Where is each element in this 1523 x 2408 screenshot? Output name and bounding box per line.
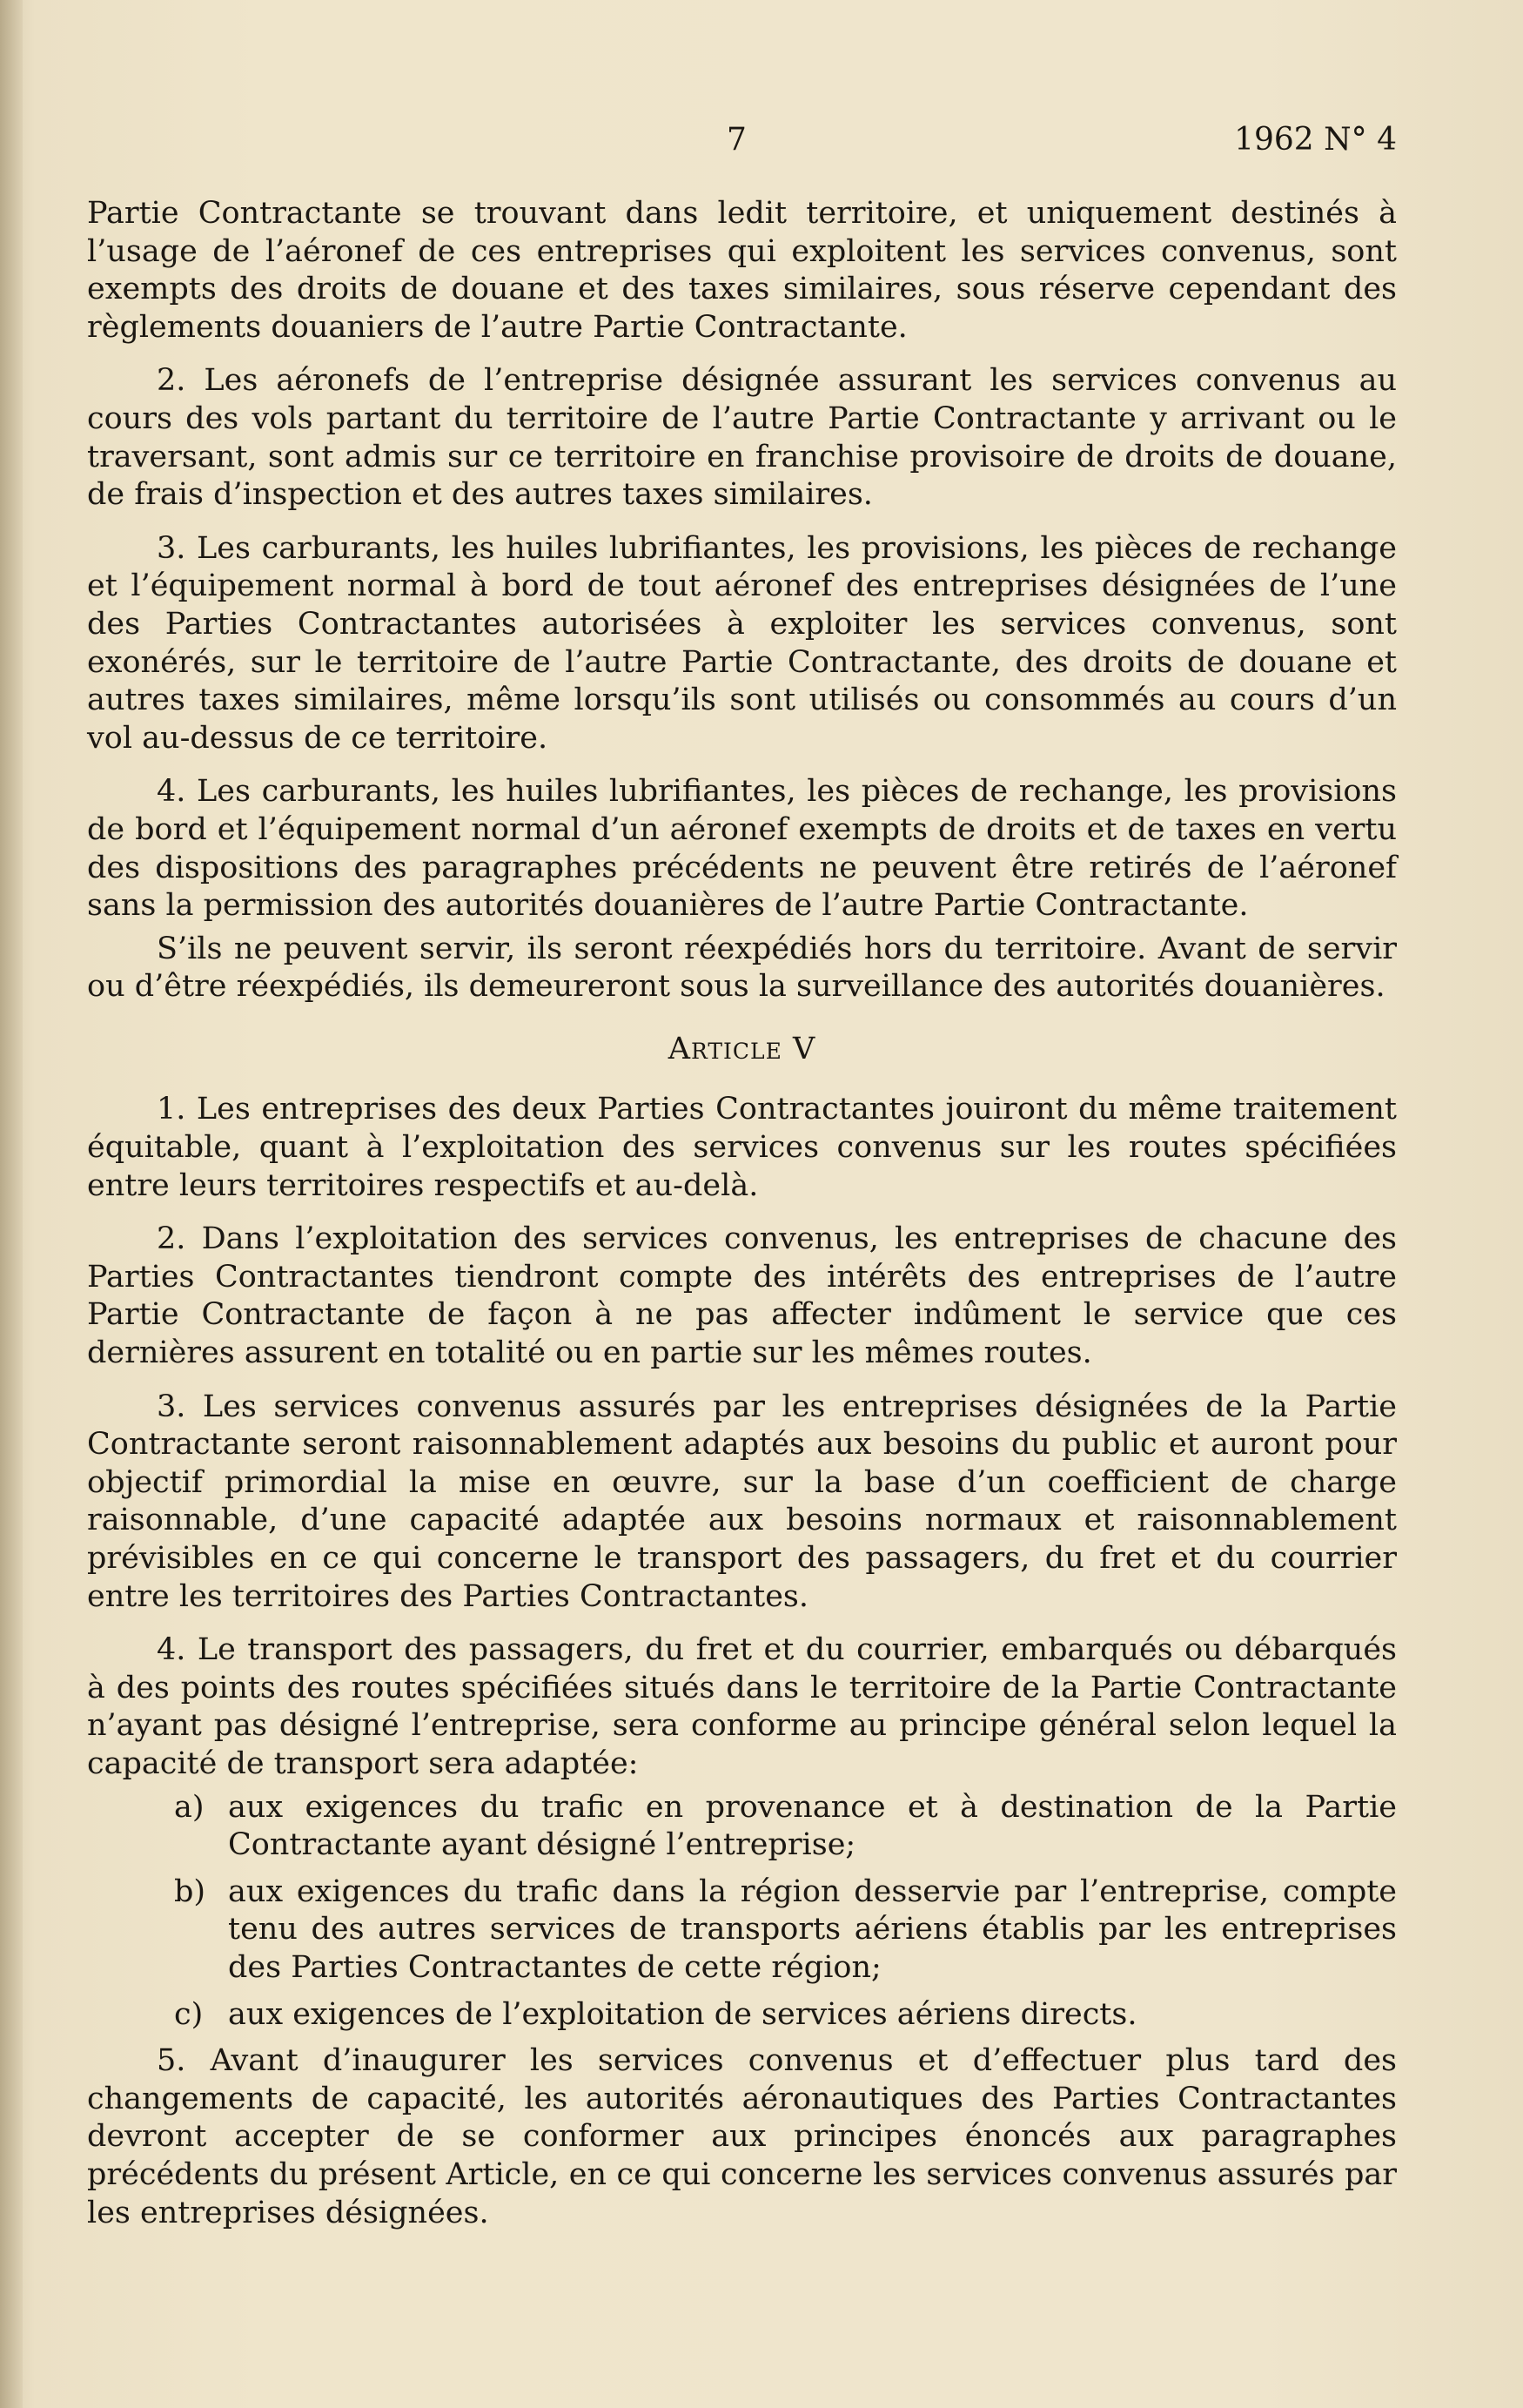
article-v-paragraph-1: 1. Les entreprises des deux Parties Contractantes jouiront du même traitement équitable, quant à l’exploitation des services convenus sur les routes spécifiées entre leurs territoires respectifs et au-delà. xyxy=(87,1092,1397,1203)
list-item-c xyxy=(87,1996,1397,2035)
list-item-text: aux exigences du trafic en provenance et à destination de la Partie Contractante ayant désigné l’entreprise; xyxy=(228,1789,1397,1863)
list-item-b xyxy=(87,1873,1397,1988)
list-item-text: aux exigences du trafic dans la région desservie par l’entreprise, compte tenu des autres services de transports aériens établis par les entreprises des Parties Contractantes de cette région; xyxy=(228,1873,1397,1985)
list-item-a xyxy=(87,1789,1397,1865)
page-header xyxy=(87,122,1397,165)
article-v-paragraph-2: 2. Dans l’exploitation des services convenus, les entreprises de chacune des Parties Contractantes tiendront compte des intérêts des entreprises de l’autre Partie Contractante de façon à ne pas affecter indûment le service que ces dernières assurent en totalité ou en partie sur les mêmes routes. xyxy=(87,1221,1397,1371)
list-item-text: aux exigences de l’exploitation de services aériens directs. xyxy=(228,1996,1137,2032)
article-heading: Article V xyxy=(668,1031,816,1066)
article-v-paragraph-4: 4. Le transport des passagers, du fret et du courrier, embarqués ou débarqués à des points des routes spécifiées situés dans le territoire de la Partie Contractante n’ayant pas désigné l’entreprise, sera conforme au principe général selon lequel la capacité de transport sera adaptée: xyxy=(87,1632,1397,1781)
article-v-paragraph-5: 5. Avant d’inaugurer les services convenus et d’effectuer plus tard des changements de capacité, les autorités aéronautiques des Parties Contractantes devront accepter de se conformer aux principes énoncés aux paragraphes précédents du présent Article, en ce qui concerne les services convenus assurés par les entreprises désignées. xyxy=(87,2043,1397,2230)
list-marker: b) xyxy=(174,1873,206,1909)
binding-shadow xyxy=(0,0,23,2408)
list-marker: a) xyxy=(174,1789,205,1825)
list-marker: c) xyxy=(174,1996,204,2032)
paragraph-continuation: Partie Contractante se trouvant dans ledit territoire, et uniquement destinés à l’usage de l’aéronef de ces entreprises qui exploitent les services convenus, sont exempts des droits de douane et des taxes similaires, sous réserve cependant des règlements douaniers de l’autre Partie Contractante. xyxy=(87,196,1397,345)
page-number: 7 xyxy=(727,122,747,158)
body-text xyxy=(87,195,1397,2248)
paragraph-4: 4. Les carburants, les huiles lubrifiantes, les pièces de rechange, les provisions de bord et l’équipement normal d’un aéronef exempts de droits et de taxes en vertu des dispositions des paragraphes précédents ne peuvent être retirés de l’aéronef sans la permission des autorités douanières de l’autre Partie Contractante. xyxy=(87,774,1397,924)
paragraph-4-continuation: S’ils ne peuvent servir, ils seront réexpédiés hors du territoire. Avant de servir ou d’être réexpédiés, ils demeureront sous la surveillance des autorités douanières. xyxy=(87,931,1397,1005)
publication-serial: 1962 N° 4 xyxy=(1234,122,1397,158)
article-v-paragraph-3: 3. Les services convenus assurés par les entreprises désignées de la Partie Contractante seront raisonnablement adaptés aux besoins du public et auront pour objectif primordial la mise en œuvre, sur la base d’un coefficient de charge raisonnable, d’une capacité adaptée aux besoins normaux et raisonnablement prévisibles en ce qui concerne le transport des passagers, du fret et du courrier entre les territoires des Parties Contractantes. xyxy=(87,1389,1397,1614)
paragraph-2: 2. Les aéronefs de l’entreprise désignée assurant les services convenus au cours des vols partant du territoire de l’autre Partie Contractante y arrivant ou le traversant, sont admis sur ce territoire en franchise provisoire de droits de douane, de frais d’inspection et des autres taxes similaires. xyxy=(87,363,1397,513)
paragraph-3: 3. Les carburants, les huiles lubrifiantes, les provisions, les pièces de rechange et l’équipement normal à bord de tout aéronef des entreprises désignées de l’une des Parties Contractantes autorisées à exploiter les services convenus, sont exonérés, sur le territoire de l’autre Partie Contractante, des droits de douane et autres taxes similaires, même lorsqu’ils sont utilisés ou consommés au cours d’un vol au-dessus de ce territoire. xyxy=(87,530,1397,756)
